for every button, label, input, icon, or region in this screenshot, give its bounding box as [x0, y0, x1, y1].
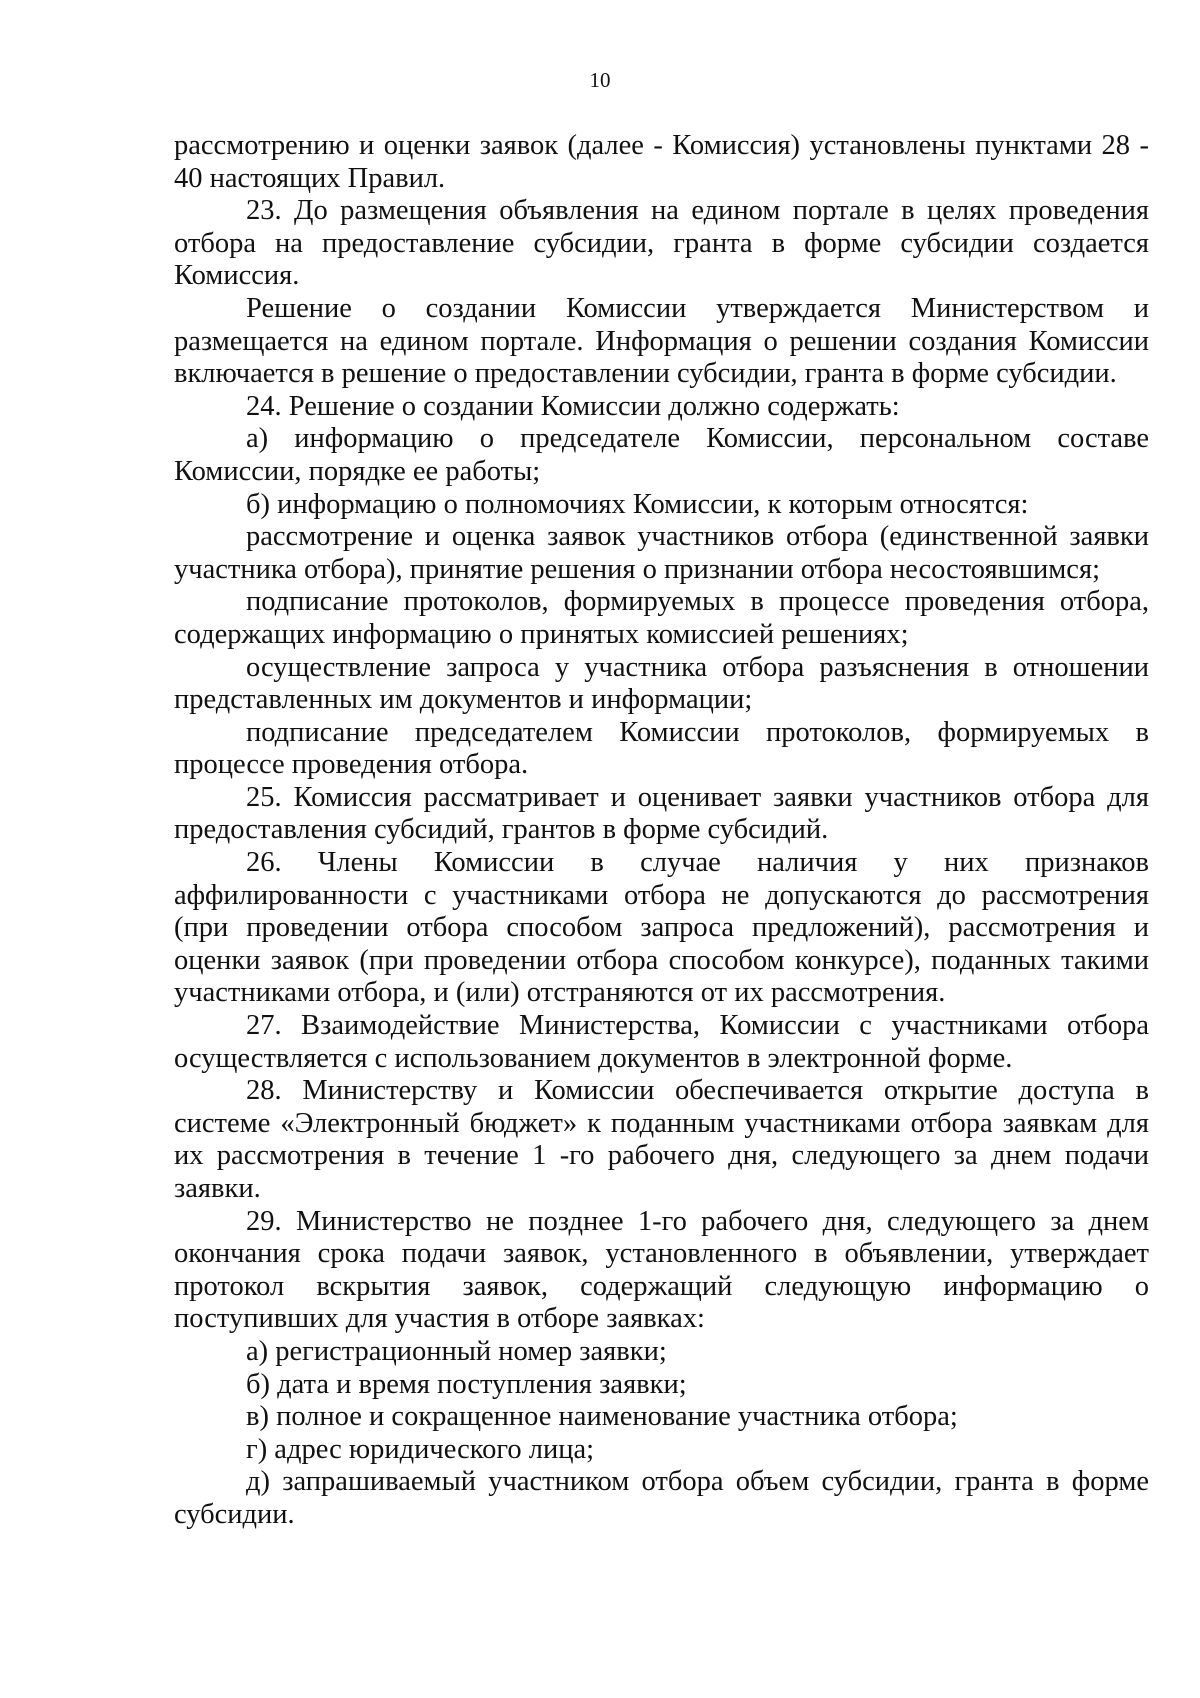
paragraph-24: 24. Решение о создании Комиссии должно содержать: [246, 390, 900, 422]
paragraph-29-b: б) дата и время поступления заявки; [246, 1368, 687, 1400]
paragraph-power-chair: подписание председателем Комиссии протоколов, формируемых в процессе проведения отбора. [174, 716, 1149, 781]
paragraph-27: 27. Взаимодействие Министерства, Комиссии с участниками отбора осуществляется с использованием документов в электронной форме. [174, 1010, 1149, 1074]
paragraph-24-a: а) информацию о председателе Комиссии, персональном составе Комиссии, порядке ее работы; [174, 423, 1149, 487]
paragraph-26: 26. Члены Комиссии в случае наличия у них признаков аффилированности с участниками отбора не допускаются до рассмотрения (при проведении отбора способом запроса предложений), рассмотрения и оценки заявок (при проведении отбора способом конкурсе), поданных такими участниками отбора, и (или) отстраняются от их рассмотрения. [174, 847, 1149, 1009]
paragraph-power-sign: подписание протоколов, формируемых в процессе проведения отбора, содержащих информацию о принятых комиссией решениях; [174, 586, 1149, 650]
paragraph-29-v: в) полное и сокращенное наименование участника отбора; [246, 1401, 958, 1433]
paragraph-29-g: г) адрес юридического лица; [246, 1433, 595, 1465]
paragraph-25: 25. Комиссия рассматривает и оценивает заявки участников отбора для предоставления субсидий, грантов в форме субсидий. [174, 781, 1149, 846]
paragraph-29: 29. Министерство не позднее 1-го рабочего дня, следующего за днем окончания срока подачи заявок, установленного в объявлении, утверждает протокол вскрытия заявок, содержащий следующую информацию о поступивших для участия в отборе заявках: [174, 1205, 1149, 1335]
paragraph-decision: Решение о создании Комиссии утверждается Министерством и размещается на едином портале. Информация о решении создания Комиссии включается в решение о предоставлении субсидии, гранта в форме субсидии. [174, 292, 1149, 390]
paragraph-29-a: а) регистрационный номер заявки; [246, 1335, 667, 1367]
paragraph-23: 23. До размещения объявления на едином портале в целях проведения отбора на предоставление субсидии, гранта в форме субсидии создается Комиссия. [174, 195, 1149, 292]
paragraph-power-review: рассмотрение и оценка заявок участников отбора (единственной заявки участника отбора), принятие решения о признании отбора несостоявшимся; [174, 521, 1149, 585]
document-body [174, 130, 1149, 1532]
paragraph-power-request: осуществление запроса у участника отбора разъяснения в отношении представленных им документов и информации; [174, 651, 1149, 716]
page-number: 10 [589, 68, 611, 92]
paragraph-29-d: д) запрашиваемый участником отбора объем субсидии, гранта в форме субсидии. [174, 1466, 1149, 1530]
paragraph-24-b: б) информацию о полномочиях Комиссии, к которым относятся: [246, 488, 1029, 520]
paragraph-continuation: рассмотрению и оценки заявок (далее - Комиссия) установлены пунктами 28 - 40 настоящих Правил. [174, 130, 1149, 194]
paragraph-28: 28. Министерству и Комиссии обеспечивается открытие доступа в системе «Электронный бюджет» к поданным участниками отбора заявкам для их рассмотрения в течение 1 -го рабочего дня, следующего за днем подачи заявки. [174, 1075, 1149, 1204]
